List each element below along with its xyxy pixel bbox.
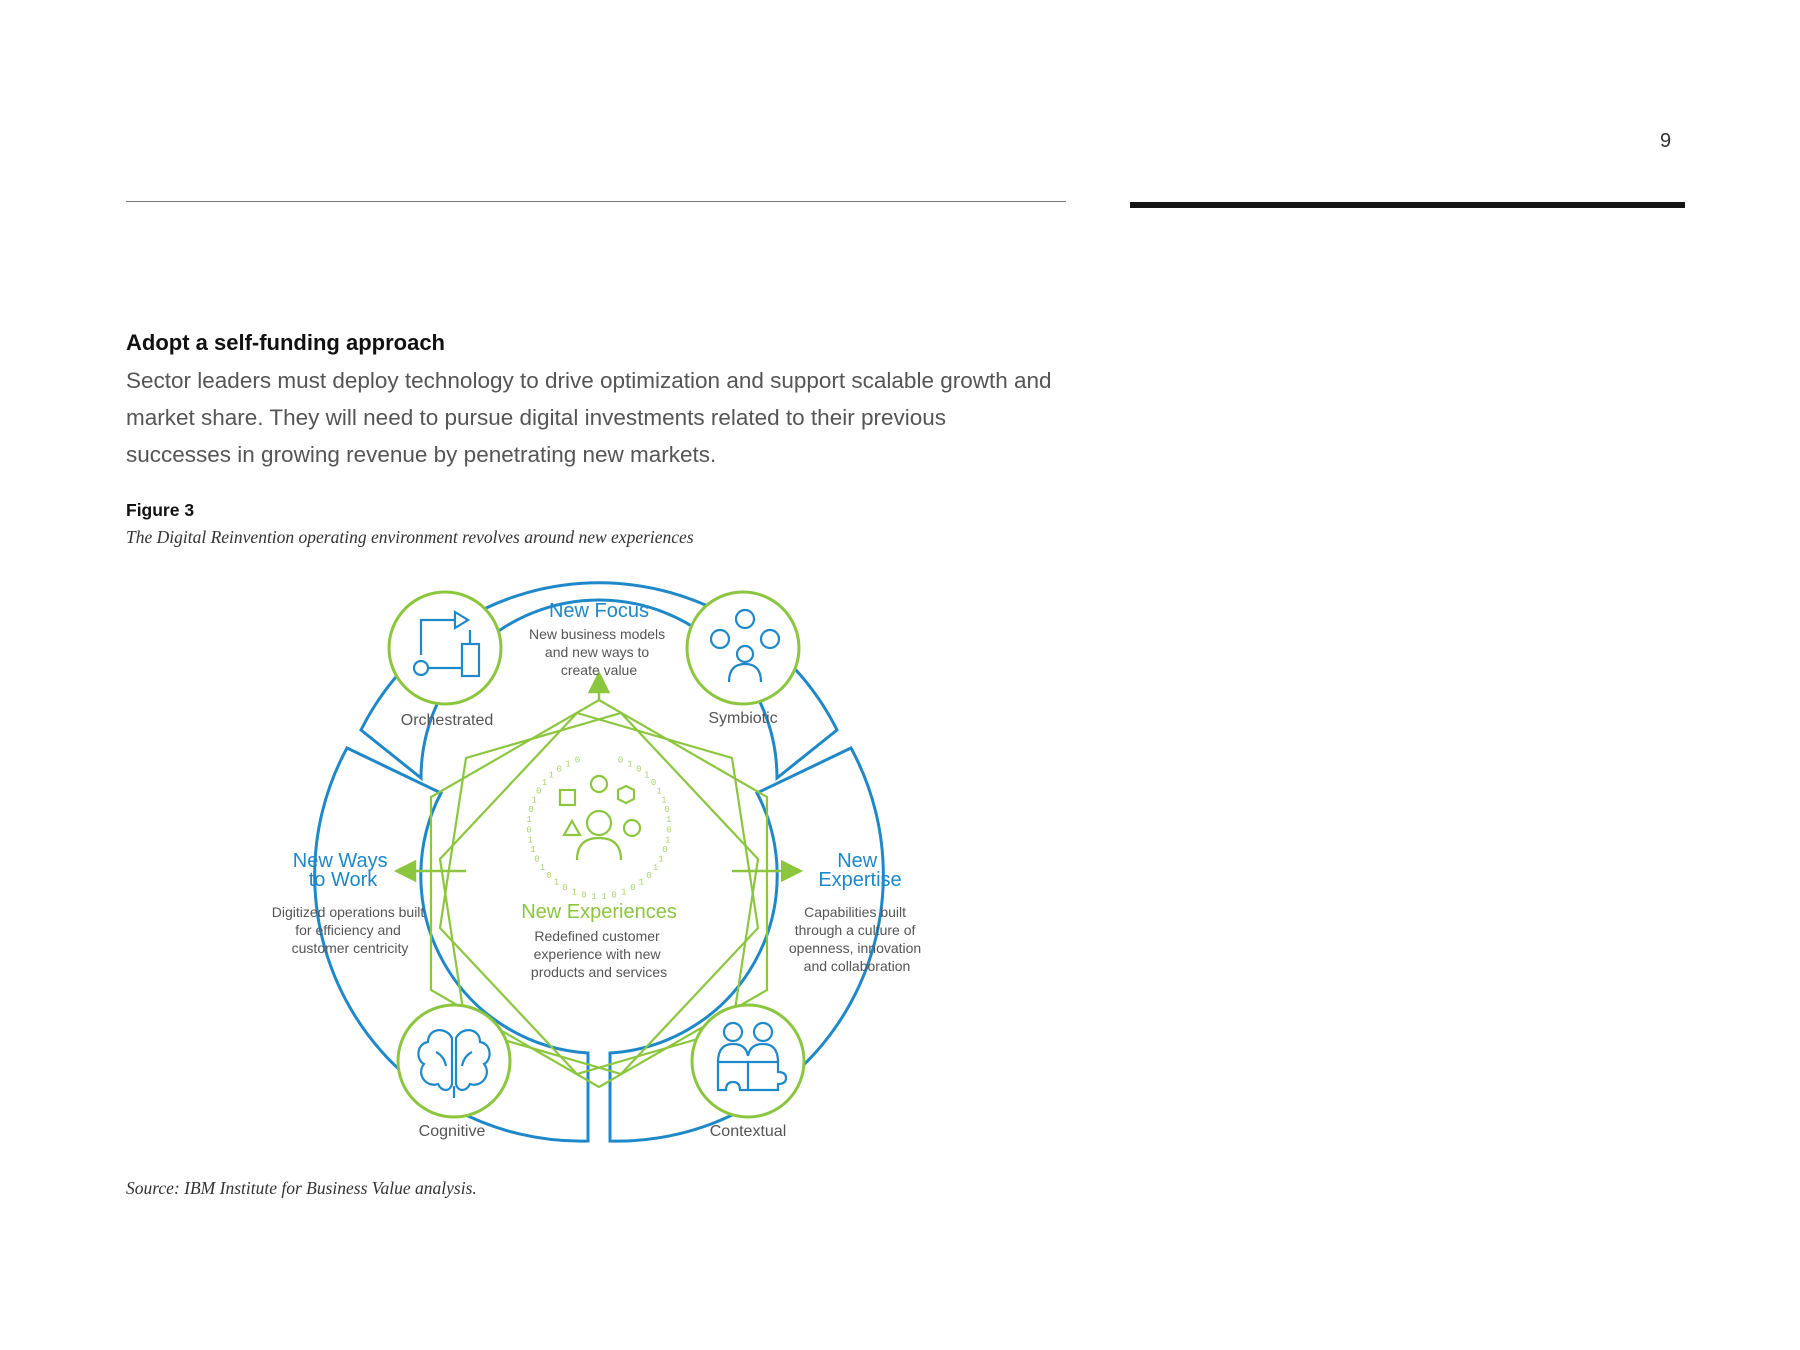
node-orchestrated <box>389 592 501 729</box>
binary-digit: 1 <box>527 835 534 846</box>
binary-digit: 0 <box>528 805 534 816</box>
direction-title-new-ways-to-work: New Ways to Work <box>292 850 388 891</box>
binary-digit: 0 <box>650 778 657 789</box>
center-desc: Redefined customer experience with new products and services <box>530 928 668 980</box>
binary-digit: 1 <box>539 863 546 874</box>
binary-digit: 1 <box>656 786 663 797</box>
binary-digit: 0 <box>662 845 668 856</box>
direction-title-new-focus: New Focus <box>548 600 650 622</box>
binary-digit: 1 <box>526 815 533 826</box>
binary-digit: 1 <box>565 759 571 770</box>
binary-ring <box>526 755 671 901</box>
binary-digit: 1 <box>553 877 560 888</box>
binary-digit: 1 <box>591 891 597 902</box>
binary-digit: 0 <box>546 870 552 881</box>
binary-digit: 1 <box>652 863 659 874</box>
direction-title-new-expertise: New Expertise <box>818 850 902 891</box>
page-number: 9 <box>1660 130 1672 152</box>
binary-digit: 0 <box>636 764 642 775</box>
node-label-symbiotic: Symbiotic <box>708 710 778 727</box>
section-heading: Adopt a self-funding approach <box>126 330 445 355</box>
direction-desc-new-expertise: Capabilities built through a culture of openness, innovation and collaboration <box>788 904 922 974</box>
binary-digit: 1 <box>621 887 627 898</box>
figure-source: Source: IBM Institute for Business Value analysis. <box>126 1178 477 1198</box>
binary-digit: 0 <box>562 883 568 894</box>
binary-digit: 0 <box>611 890 617 901</box>
node-label-cognitive: Cognitive <box>418 1123 486 1140</box>
binary-digit: 1 <box>661 795 667 806</box>
node-symbiotic <box>687 592 799 727</box>
binary-digit: 1 <box>541 778 548 789</box>
node-cognitive <box>398 1005 510 1140</box>
binary-digit: 1 <box>627 759 633 770</box>
binary-digit: 0 <box>617 755 624 766</box>
direction-desc-new-ways-to-work: Digitized operations built for efficiency and customer centricity <box>271 904 425 956</box>
binary-digit: 1 <box>658 854 664 865</box>
direction-desc-new-focus: New business models and new ways to create value <box>528 626 666 678</box>
node-contextual <box>692 1005 804 1140</box>
binary-digit: 1 <box>643 770 650 781</box>
figure-label: Figure 3 <box>126 500 195 520</box>
binary-digit: 0 <box>630 883 636 894</box>
binary-digit: 1 <box>531 795 537 806</box>
node-label-orchestrated: Orchestrated <box>400 712 494 729</box>
binary-digit: 0 <box>646 870 652 881</box>
binary-digit: 1 <box>530 845 536 856</box>
binary-digit: 0 <box>534 854 540 865</box>
binary-digit: 1 <box>571 887 577 898</box>
people-shapes-icon <box>560 776 640 860</box>
binary-digit: 0 <box>535 786 542 797</box>
binary-digit: 1 <box>548 770 555 781</box>
binary-digit: 0 <box>574 755 581 766</box>
binary-digit: 1 <box>601 891 607 902</box>
figure-caption: The Digital Reinvention operating environment revolves around new experiences <box>126 527 694 547</box>
binary-digit: 0 <box>666 825 672 836</box>
binary-digit: 1 <box>664 835 671 846</box>
binary-digit: 0 <box>556 764 562 775</box>
binary-digit: 1 <box>665 815 672 826</box>
section-body: Sector leaders must deploy technology to drive optimization and support scalable growth and market share. They will need to pursue digital investments related to their previous successes in growing revenue by penetrating new markets. <box>126 368 1052 467</box>
binary-digit: 0 <box>526 825 532 836</box>
node-label-contextual: Contextual <box>709 1123 787 1140</box>
binary-digit: 0 <box>664 805 670 816</box>
binary-digit: 0 <box>581 890 587 901</box>
binary-digit: 1 <box>638 877 645 888</box>
center-title: New Experiences <box>521 901 677 923</box>
